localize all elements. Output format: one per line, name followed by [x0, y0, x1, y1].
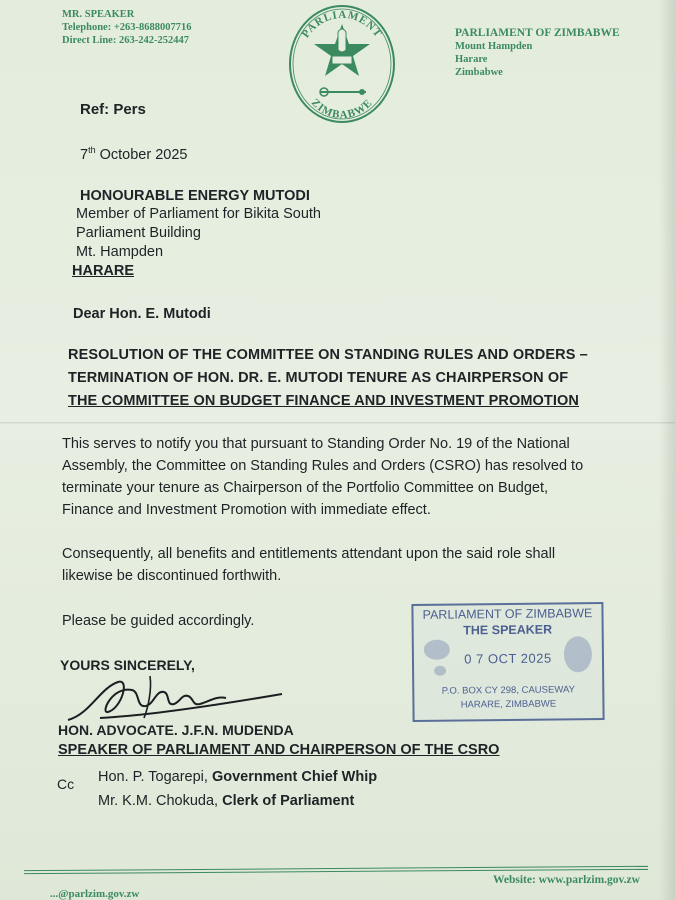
stamp-address-1: P.O. BOX CY 298, CAUSEWAY [441, 684, 575, 697]
signature-icon [60, 668, 290, 730]
signer-title: SPEAKER OF PARLIAMENT AND CHAIRPERSON OF THE CSRO [58, 742, 500, 758]
closing: YOURS SINCERELY, [60, 657, 195, 673]
stamp-date: 0 7 OCT 2025 [464, 650, 552, 667]
letterhead-contact [62, 8, 192, 47]
body-p1-line-4: Finance and Investment Promotion with immediate effect. [62, 502, 431, 518]
recipient-line-3: Mt. Hampden [76, 244, 164, 260]
date-month-year: October 2025 [95, 146, 188, 163]
date-suffix: th [88, 145, 96, 155]
cc-1-name: Hon. P. Togarepi, [98, 769, 212, 785]
institution-address-2: Harare [455, 54, 488, 65]
telephone-line: Telephone: +263-8688007716 [62, 22, 192, 33]
subject-line-1: RESOLUTION OF THE COMMITTEE ON STANDING RULES AND ORDERS – [68, 347, 588, 363]
body-p2-line-2: likewise be discontinued forthwith. [62, 568, 282, 584]
footer-website: Website: www.parlzim.gov.zw [493, 874, 640, 886]
recipient-line-2: Parliament Building [76, 225, 201, 241]
body-p1-line-1: This serves to notify you that pursuant to Standing Order No. 19 of the National [62, 436, 570, 452]
body-p1-line-3: terminate your tenure as Chairperson of the Portfolio Committee on Budget, [62, 480, 549, 496]
cc-recipient-1 [98, 769, 377, 785]
recipient-line-1: Member of Parliament for Bikita South [76, 206, 321, 222]
letter-date [80, 145, 188, 163]
institution-address-1: Mount Hampden [455, 41, 533, 52]
institution-address-3: Zimbabwe [455, 67, 503, 78]
reference: Ref: Pers [80, 101, 146, 118]
cc-2-name: Mr. K.M. Chokuda, [98, 793, 223, 809]
body-p2-line-1: Consequently, all benefits and entitlements attendant upon the said role shall [62, 546, 556, 562]
recipient-name: HONOURABLE ENERGY MUTODI [80, 188, 310, 204]
letterhead-address [455, 27, 620, 79]
direct-line: Direct Line: 263-242-252447 [62, 35, 189, 46]
signer-name: HON. ADVOCATE. J.F.N. MUDENDA [58, 722, 294, 738]
speaker-stamp [411, 602, 604, 722]
subject-line-2: TERMINATION OF HON. DR. E. MUTODI TENURE AS CHAIRPERSON OF [68, 370, 569, 386]
cc-recipient-2 [98, 793, 354, 809]
svg-text:ZIMBABWE [309, 97, 375, 122]
subject-line-3: THE COMMITTEE ON BUDGET FINANCE AND INVESTMENT PROMOTION [68, 393, 579, 409]
salutation: Dear Hon. E. Mutodi [73, 306, 211, 322]
cc-2-role: Clerk of Parliament [222, 793, 355, 809]
parliament-seal-icon [286, 2, 398, 126]
institution-name: PARLIAMENT OF ZIMBABWE [455, 27, 620, 39]
paper-edge-shadow [659, 0, 675, 900]
stamp-ink-blot [434, 666, 446, 676]
stamp-line-2: THE SPEAKER [463, 622, 553, 638]
stamp-address-2: HARARE, ZIMBABWE [460, 698, 557, 711]
seal-top-text: PARLIAMENT [299, 8, 385, 41]
stamp-line-1: PARLIAMENT OF ZIMBABWE [422, 606, 593, 622]
recipient-city: HARARE [72, 263, 135, 279]
seal-bottom-text: ZIMBABWE [308, 96, 376, 122]
date-day: 7 [80, 146, 89, 163]
body-p3: Please be guided accordingly. [62, 613, 255, 629]
paper-fold [0, 422, 675, 425]
body-p1-line-2: Assembly, the Committee on Standing Rules and Orders (CSRO) has resolved to [62, 458, 584, 474]
cc-label: Cc [57, 776, 75, 792]
speaker-heading: MR. SPEAKER [62, 9, 135, 20]
cc-1-role: Government Chief Whip [211, 769, 378, 785]
stamp-ink-blot [564, 636, 592, 672]
footer-email: ...@parlzim.gov.zw [50, 888, 140, 900]
